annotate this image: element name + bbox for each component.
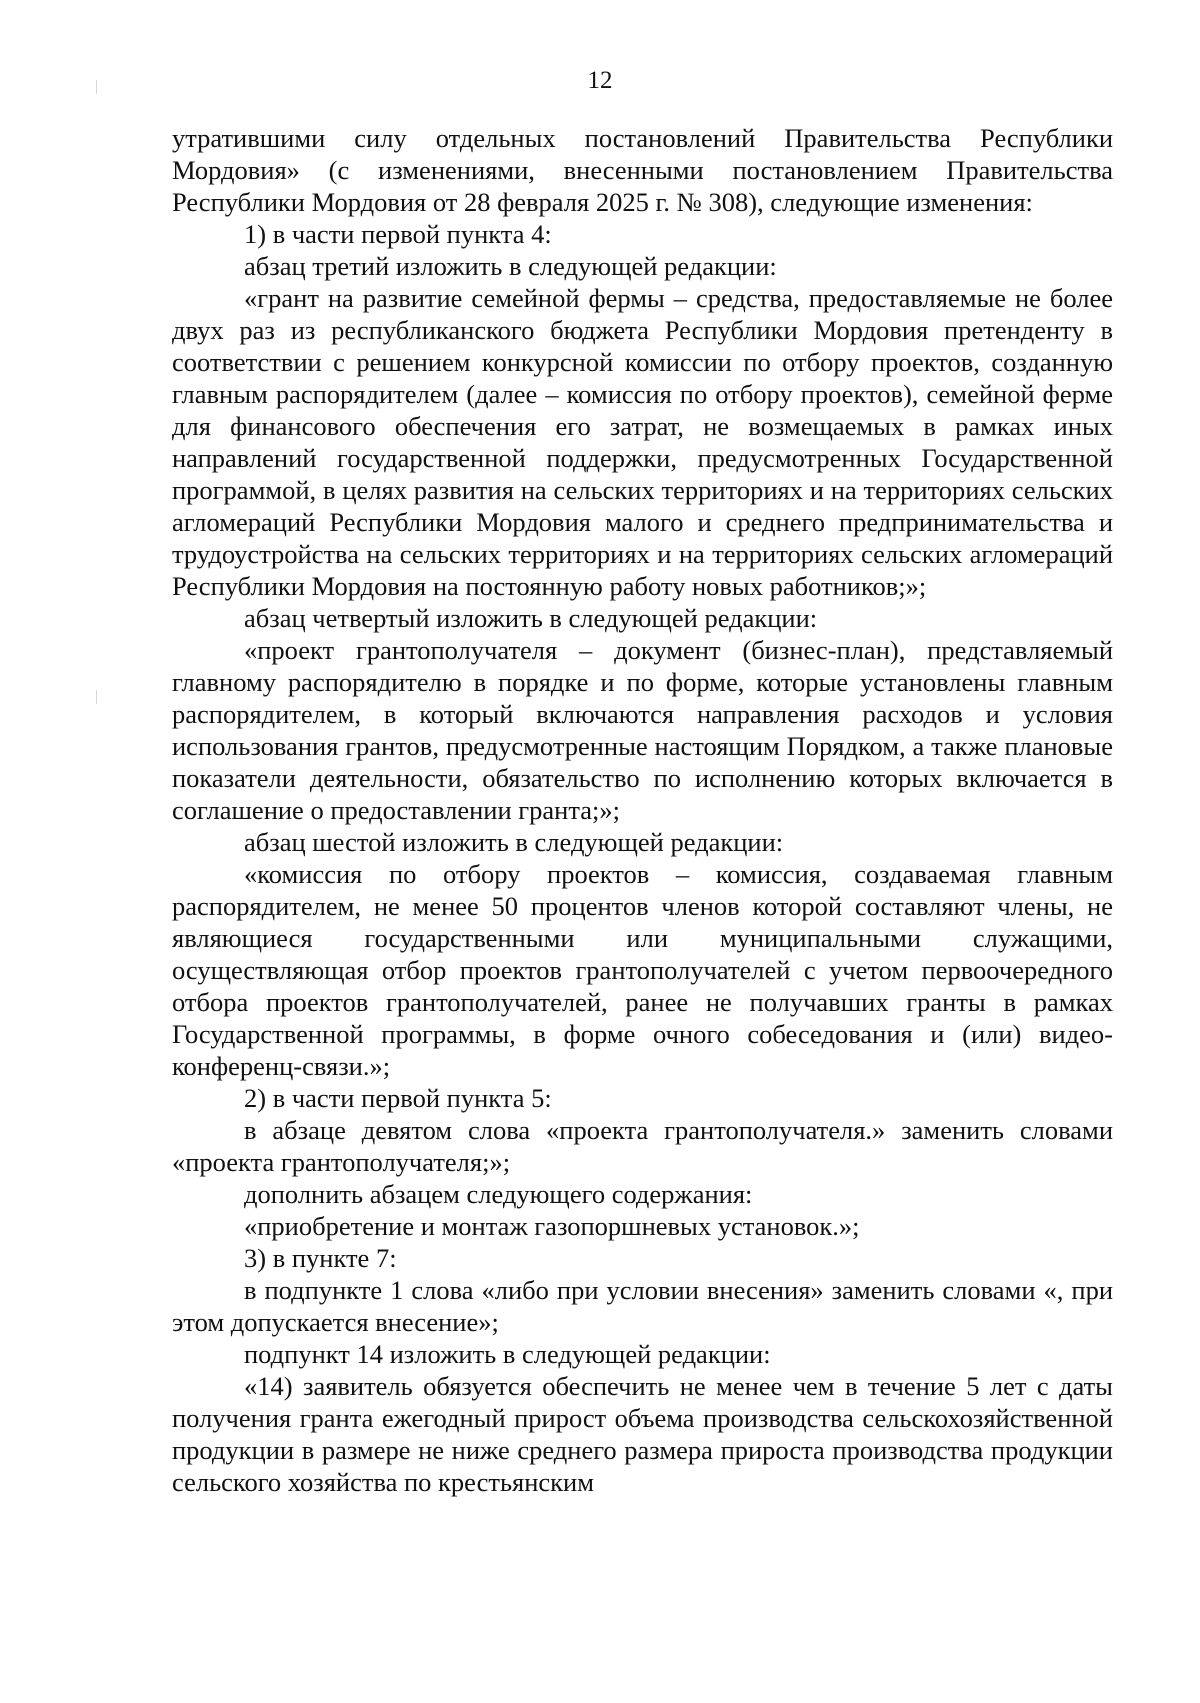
paragraph: абзац шестой изложить в следующей редакции:	[244, 827, 784, 857]
paragraph: «проект грантополучателя – документ (бизнес-план), представляемый главному распорядителю в порядке и по форме, которые установлены главным распорядителем, в который включаются направления расходов и условия использования грантов, предусмотренные настоящим Порядком, а также плановые показатели деятельности, обязательство по исполнению которых включается в соглашение о предоставлении гранта;»;	[172, 635, 1113, 825]
paragraph: «14) заявитель обязуется обеспечить не менее чем в течение 5 лет с даты получения гранта ежегодный прирост объема производства сельскохозяйственной продукции в размере не ниже среднего размера прироста производства продукции сельского хозяйства по крестьянским	[172, 1371, 1113, 1497]
paragraph: абзац четвертый изложить в следующей редакции:	[244, 603, 818, 633]
paragraph: 1) в части первой пункта 4:	[244, 219, 552, 249]
paragraph: «грант на развитие семейной фермы – средства, предоставляемые не более двух раз из республиканского бюджета Республики Мордовия претенденту в соответствии с решением конкурсной комиссии по отбору проектов, созданную главным распорядителем (далее – комиссия по отбору проектов), семейной ферме для финансового обеспечения его затрат, не возмещаемых в рамках иных направлений государственной поддержки, предусмотренных Государственной программой, в целях развития на сельских территориях и на территориях сельских агломераций Республики Мордовия малого и среднего предпринимательства и трудоустройства на сельских территориях и на территориях сельских агломераций Республики Мордовия на постоянную работу новых работников;»;	[172, 283, 1113, 601]
paragraph: 2) в части первой пункта 5:	[244, 1083, 552, 1113]
document-body	[172, 122, 1113, 1498]
paragraph: подпункт 14 изложить в следующей редакции:	[244, 1339, 771, 1369]
paragraph: дополнить абзацем следующего содержания:	[244, 1179, 753, 1209]
paragraph: утратившими силу отдельных постановлений Правительства Республики Мордовия» (с изменениями, внесенными постановлением Правительства Республики Мордовия от 28 февраля 2025 г. № 308), следующие изменения:	[172, 123, 1113, 217]
paragraph: в подпункте 1 слова «либо при условии внесения» заменить словами «, при этом допускается внесение»;	[172, 1275, 1113, 1337]
paragraph: абзац третий изложить в следующей редакции:	[244, 251, 777, 281]
page-number: 12	[587, 67, 613, 94]
paragraph: 3) в пункте 7:	[244, 1243, 397, 1273]
paragraph: «приобретение и монтаж газопоршневых установок.»;	[244, 1211, 860, 1241]
scan-margin-mark	[96, 690, 97, 704]
paragraph: «комиссия по отбору проектов – комиссия, создаваемая главным распорядителем, не менее 50 процентов членов которой составляют члены, не являющиеся государственными или муниципальными служащими, осуществляющая отбор проектов грантополучателей с учетом первоочередного отбора проектов грантополучателей, ранее не получавших гранты в рамках Государственной программы, в форме очного собеседования и (или) видео-конференц-связи.»;	[172, 859, 1113, 1081]
paragraph: в абзаце девятом слова «проекта грантополучателя.» заменить словами «проекта грантополучателя;»;	[172, 1115, 1113, 1177]
